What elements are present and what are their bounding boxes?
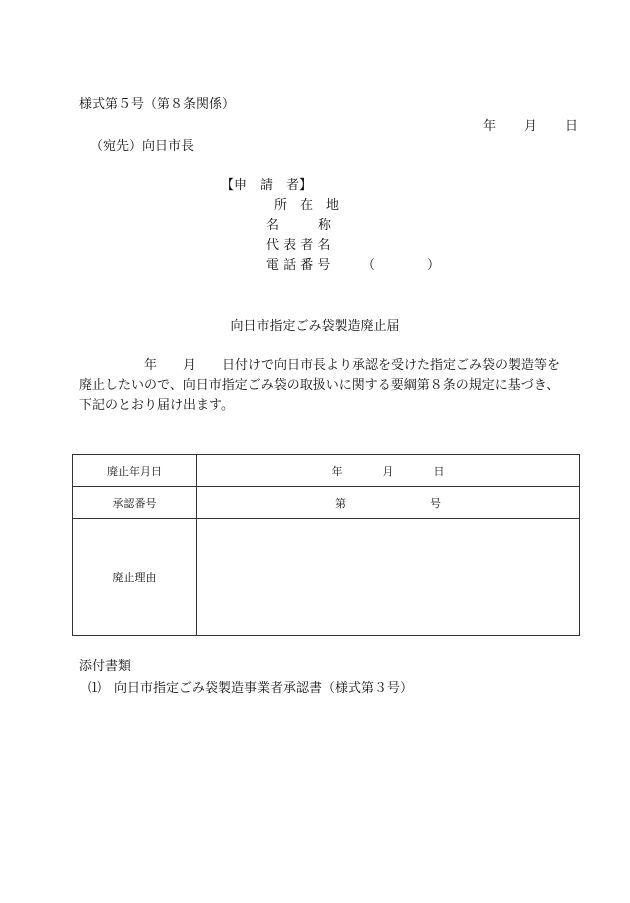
approval-number-value <box>197 487 580 519</box>
approval-number-prefix: 第 <box>335 496 346 510</box>
abolition-date-value <box>197 455 580 487</box>
applicant-representative-label: 代 表 者 名 <box>266 238 331 253</box>
abolition-reason-value <box>197 519 580 636</box>
date-day: 日 <box>565 119 579 134</box>
body-paragraph <box>79 356 589 416</box>
body-line-3: 下記のとおり届け出ます。 <box>79 398 234 413</box>
document-title: 向日市指定ごみ袋製造廃止届 <box>230 319 400 334</box>
applicant-phone-label: 電 話 番 号 <box>266 258 331 273</box>
applicant-address-label: 所 在 地 <box>274 198 340 213</box>
form-number: 様式第５号（第８条関係） <box>79 97 236 112</box>
body-line-2: 廃止したいので、向日市指定ごみ袋の取扱いに関する要綱第８条の規定に基づき、 <box>79 378 560 393</box>
attachments-heading: 添付書類 <box>79 659 132 674</box>
table-row <box>73 519 580 636</box>
submission-date <box>483 118 578 136</box>
abolition-date-year: 年 <box>331 464 343 478</box>
abolition-reason-label: 廃止理由 <box>73 519 197 636</box>
abolition-date-month: 月 <box>382 464 394 478</box>
table-row <box>73 487 580 519</box>
table-row <box>73 455 580 487</box>
applicant-phone-field: （ ） <box>362 258 441 273</box>
details-table <box>72 454 580 636</box>
attachment-item: ⑴ 向日市指定ごみ袋製造事業者承認書（様式第３号） <box>88 681 414 696</box>
addressee: （宛先）向日市長 <box>90 139 195 154</box>
body-line-1: 年 月 日付けで向日市長より承認を受けた指定ごみ袋の製造等を <box>79 358 561 373</box>
abolition-date-day: 日 <box>433 464 445 478</box>
approval-number-label: 承認番号 <box>73 487 197 519</box>
approval-number-suffix: 号 <box>430 496 441 510</box>
applicant-name-label: 名 称 <box>266 218 332 233</box>
date-year: 年 <box>483 119 497 134</box>
abolition-date-label: 廃止年月日 <box>73 455 197 487</box>
date-month: 月 <box>524 119 538 134</box>
applicant-heading: 【申 請 者】 <box>221 178 313 193</box>
